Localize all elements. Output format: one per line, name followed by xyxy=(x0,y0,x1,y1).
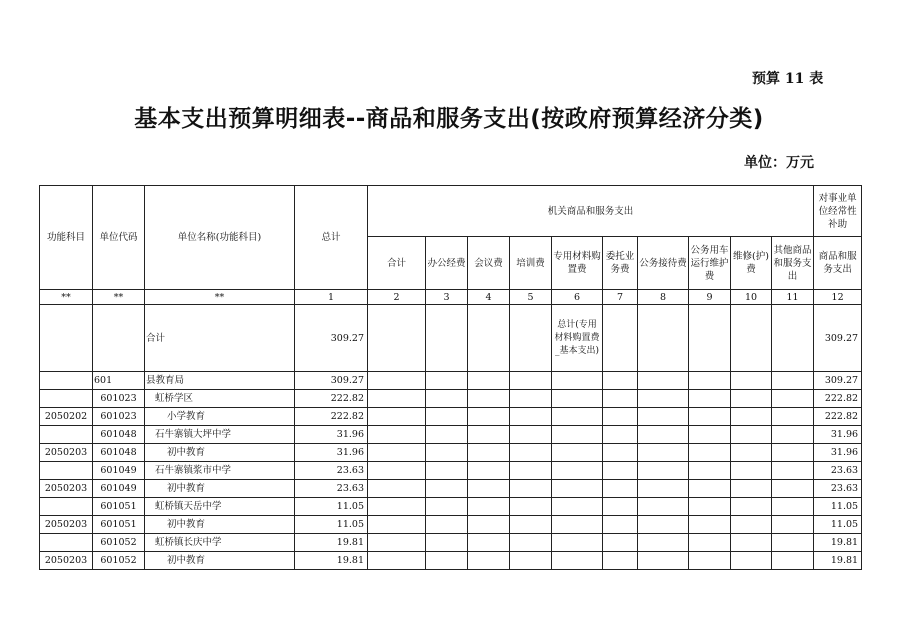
row-empty-cell xyxy=(468,462,510,480)
row-col12: 11.05 xyxy=(814,516,862,534)
index-cell: 7 xyxy=(603,290,638,305)
row-unit-name: 虹桥学区 xyxy=(145,390,295,408)
row-empty-cell xyxy=(368,372,426,390)
summary-func xyxy=(40,305,93,372)
row-empty-cell xyxy=(426,426,468,444)
row-empty-cell xyxy=(689,390,731,408)
row-total: 19.81 xyxy=(295,552,368,570)
row-col12: 23.63 xyxy=(814,462,862,480)
row-func-subject: 2050203 xyxy=(40,516,93,534)
row-empty-cell xyxy=(368,534,426,552)
row-empty-cell xyxy=(772,408,814,426)
row-empty-cell xyxy=(772,534,814,552)
row-unit-code: 601051 xyxy=(93,516,145,534)
row-func-subject xyxy=(40,426,93,444)
row-empty-cell xyxy=(638,534,689,552)
row-empty-cell xyxy=(689,426,731,444)
row-unit-code: 601051 xyxy=(93,498,145,516)
row-empty-cell xyxy=(552,516,603,534)
header-total: 总计 xyxy=(295,186,368,290)
row-func-subject: 2050203 xyxy=(40,552,93,570)
row-empty-cell xyxy=(603,444,638,462)
summary-total: 309.27 xyxy=(295,305,368,372)
row-empty-cell xyxy=(638,462,689,480)
index-cell: 10 xyxy=(731,290,772,305)
row-empty-cell xyxy=(426,552,468,570)
row-unit-code: 601023 xyxy=(93,408,145,426)
header-sub: 商品和服务支出 xyxy=(814,237,862,290)
row-empty-cell xyxy=(731,444,772,462)
row-unit-code: 601048 xyxy=(93,426,145,444)
row-empty-cell xyxy=(772,462,814,480)
row-empty-cell xyxy=(426,390,468,408)
row-empty-cell xyxy=(510,444,552,462)
index-cell: 1 xyxy=(295,290,368,305)
table-row xyxy=(40,552,862,570)
header-sub: 培训费 xyxy=(510,237,552,290)
row-empty-cell xyxy=(731,390,772,408)
table-row xyxy=(40,462,862,480)
row-empty-cell xyxy=(552,390,603,408)
row-col12: 31.96 xyxy=(814,426,862,444)
row-total: 309.27 xyxy=(295,372,368,390)
row-empty-cell xyxy=(603,372,638,390)
row-empty-cell xyxy=(603,462,638,480)
row-empty-cell xyxy=(689,444,731,462)
row-empty-cell xyxy=(552,552,603,570)
header-sub: 办公经费 xyxy=(426,237,468,290)
table-row xyxy=(40,426,862,444)
row-empty-cell xyxy=(510,552,552,570)
header-unit-code: 单位代码 xyxy=(93,186,145,290)
row-empty-cell xyxy=(368,552,426,570)
row-empty-cell xyxy=(772,426,814,444)
row-empty-cell xyxy=(638,498,689,516)
row-empty-cell xyxy=(689,480,731,498)
row-empty-cell xyxy=(689,516,731,534)
row-empty-cell xyxy=(603,480,638,498)
row-empty-cell xyxy=(772,552,814,570)
row-empty-cell xyxy=(603,426,638,444)
row-total: 222.82 xyxy=(295,390,368,408)
row-empty-cell xyxy=(603,390,638,408)
row-col12: 222.82 xyxy=(814,390,862,408)
summary-code xyxy=(93,305,145,372)
row-empty-cell xyxy=(731,516,772,534)
row-total: 222.82 xyxy=(295,408,368,426)
row-col12: 23.63 xyxy=(814,480,862,498)
header-sub: 委托业务费 xyxy=(603,237,638,290)
row-empty-cell xyxy=(368,480,426,498)
row-unit-name: 小学教育 xyxy=(145,408,295,426)
row-unit-code: 601052 xyxy=(93,552,145,570)
row-empty-cell xyxy=(731,426,772,444)
row-unit-name: 虹桥镇长庆中学 xyxy=(145,534,295,552)
header-row-1 xyxy=(40,186,862,237)
row-empty-cell xyxy=(689,408,731,426)
row-empty-cell xyxy=(731,480,772,498)
row-empty-cell xyxy=(552,534,603,552)
row-empty-cell xyxy=(426,480,468,498)
row-empty-cell xyxy=(510,426,552,444)
row-unit-name: 初中教育 xyxy=(145,444,295,462)
table-row xyxy=(40,480,862,498)
row-empty-cell xyxy=(552,480,603,498)
form-number: 预算 11 表 xyxy=(752,71,824,87)
row-empty-cell xyxy=(426,516,468,534)
header-subsidy-group: 对事业单位经常性补助 xyxy=(814,186,862,237)
row-empty-cell xyxy=(468,498,510,516)
header-unit-name: 单位名称(功能科目) xyxy=(145,186,295,290)
header-sub: 维修(护)费 xyxy=(731,237,772,290)
row-total: 23.63 xyxy=(295,462,368,480)
table-row xyxy=(40,516,862,534)
row-func-subject xyxy=(40,390,93,408)
row-col12: 19.81 xyxy=(814,552,862,570)
row-empty-cell xyxy=(603,498,638,516)
table-row xyxy=(40,390,862,408)
row-empty-cell xyxy=(426,498,468,516)
row-empty-cell xyxy=(552,498,603,516)
summary-row xyxy=(40,305,862,372)
row-unit-name: 初中教育 xyxy=(145,480,295,498)
row-empty-cell xyxy=(603,534,638,552)
row-empty-cell xyxy=(368,516,426,534)
row-empty-cell xyxy=(468,390,510,408)
header-goods-services-group: 机关商品和服务支出 xyxy=(368,186,814,237)
row-empty-cell xyxy=(468,444,510,462)
row-empty-cell xyxy=(603,408,638,426)
row-empty-cell xyxy=(731,534,772,552)
index-cell: 3 xyxy=(426,290,468,305)
row-empty-cell xyxy=(510,480,552,498)
row-total: 23.63 xyxy=(295,480,368,498)
row-unit-name: 初中教育 xyxy=(145,516,295,534)
row-col12: 11.05 xyxy=(814,498,862,516)
row-empty-cell xyxy=(689,534,731,552)
row-empty-cell xyxy=(772,390,814,408)
row-empty-cell xyxy=(426,462,468,480)
row-empty-cell xyxy=(689,372,731,390)
row-empty-cell xyxy=(510,372,552,390)
header-sub: 公务接待费 xyxy=(638,237,689,290)
header-sub: 会议费 xyxy=(468,237,510,290)
table-row xyxy=(40,444,862,462)
page-title: 基本支出预算明细表--商品和服务支出(按政府预算经济分类) xyxy=(134,106,764,132)
table-row xyxy=(40,534,862,552)
row-empty-cell xyxy=(638,372,689,390)
row-func-subject xyxy=(40,372,93,390)
row-empty-cell xyxy=(552,426,603,444)
summary-col6-note: 总计(专用材料购置费_基本支出) xyxy=(552,305,603,372)
row-empty-cell xyxy=(603,516,638,534)
index-cell: 12 xyxy=(814,290,862,305)
row-total: 31.96 xyxy=(295,444,368,462)
row-empty-cell xyxy=(468,426,510,444)
row-empty-cell xyxy=(426,372,468,390)
row-empty-cell xyxy=(510,462,552,480)
index-cell: ** xyxy=(145,290,295,305)
row-total: 19.81 xyxy=(295,534,368,552)
row-empty-cell xyxy=(638,444,689,462)
header-sub: 其他商品和服务支出 xyxy=(772,237,814,290)
index-cell: 8 xyxy=(638,290,689,305)
row-col12: 31.96 xyxy=(814,444,862,462)
row-col12: 19.81 xyxy=(814,534,862,552)
index-cell: 6 xyxy=(552,290,603,305)
row-empty-cell xyxy=(772,516,814,534)
summary-col12: 309.27 xyxy=(814,305,862,372)
row-empty-cell xyxy=(772,498,814,516)
index-cell: 9 xyxy=(689,290,731,305)
header-func-subject: 功能科目 xyxy=(40,186,93,290)
budget-table xyxy=(39,185,862,570)
row-unit-name: 初中教育 xyxy=(145,552,295,570)
row-empty-cell xyxy=(426,534,468,552)
table-row xyxy=(40,408,862,426)
row-unit-code: 601 xyxy=(93,372,145,390)
unit-label: 单位：万元 xyxy=(744,155,814,171)
table-row xyxy=(40,498,862,516)
row-total: 11.05 xyxy=(295,516,368,534)
index-cell: 2 xyxy=(368,290,426,305)
row-empty-cell xyxy=(772,480,814,498)
row-empty-cell xyxy=(638,552,689,570)
row-func-subject xyxy=(40,534,93,552)
row-empty-cell xyxy=(368,444,426,462)
row-empty-cell xyxy=(772,444,814,462)
index-cell: ** xyxy=(93,290,145,305)
header-sub: 公务用车运行维护费 xyxy=(689,237,731,290)
row-empty-cell xyxy=(731,372,772,390)
row-empty-cell xyxy=(368,408,426,426)
row-empty-cell xyxy=(468,480,510,498)
row-func-subject xyxy=(40,462,93,480)
row-empty-cell xyxy=(552,372,603,390)
row-empty-cell xyxy=(510,534,552,552)
row-func-subject: 2050202 xyxy=(40,408,93,426)
row-empty-cell xyxy=(689,462,731,480)
row-empty-cell xyxy=(426,444,468,462)
row-func-subject xyxy=(40,498,93,516)
row-empty-cell xyxy=(368,390,426,408)
row-empty-cell xyxy=(689,552,731,570)
row-empty-cell xyxy=(731,408,772,426)
header-sub: 合计 xyxy=(368,237,426,290)
row-unit-name: 石牛寨镇大坪中学 xyxy=(145,426,295,444)
row-empty-cell xyxy=(368,462,426,480)
row-empty-cell xyxy=(510,408,552,426)
row-empty-cell xyxy=(368,498,426,516)
index-cell: 11 xyxy=(772,290,814,305)
row-empty-cell xyxy=(603,552,638,570)
row-empty-cell xyxy=(731,462,772,480)
row-func-subject: 2050203 xyxy=(40,444,93,462)
row-unit-code: 601048 xyxy=(93,444,145,462)
row-col12: 309.27 xyxy=(814,372,862,390)
row-unit-code: 601049 xyxy=(93,462,145,480)
row-empty-cell xyxy=(552,462,603,480)
row-empty-cell xyxy=(468,552,510,570)
row-unit-code: 601049 xyxy=(93,480,145,498)
row-unit-code: 601052 xyxy=(93,534,145,552)
row-empty-cell xyxy=(552,408,603,426)
index-cell: 4 xyxy=(468,290,510,305)
row-empty-cell xyxy=(731,552,772,570)
row-unit-code: 601023 xyxy=(93,390,145,408)
row-unit-name: 县教育局 xyxy=(145,372,295,390)
header-sub: 专用材料购置费 xyxy=(552,237,603,290)
row-empty-cell xyxy=(638,480,689,498)
row-empty-cell xyxy=(731,498,772,516)
row-total: 11.05 xyxy=(295,498,368,516)
row-unit-name: 石牛寨镇浆市中学 xyxy=(145,462,295,480)
row-empty-cell xyxy=(510,516,552,534)
row-empty-cell xyxy=(468,372,510,390)
row-func-subject: 2050203 xyxy=(40,480,93,498)
row-empty-cell xyxy=(638,408,689,426)
row-col12: 222.82 xyxy=(814,408,862,426)
row-empty-cell xyxy=(638,516,689,534)
row-empty-cell xyxy=(772,372,814,390)
row-unit-name: 虹桥镇天岳中学 xyxy=(145,498,295,516)
table-row xyxy=(40,372,862,390)
index-cell: ** xyxy=(40,290,93,305)
summary-name: 合计 xyxy=(145,305,295,372)
index-cell: 5 xyxy=(510,290,552,305)
row-empty-cell xyxy=(638,426,689,444)
row-empty-cell xyxy=(468,534,510,552)
row-empty-cell xyxy=(689,498,731,516)
row-empty-cell xyxy=(638,390,689,408)
row-empty-cell xyxy=(510,498,552,516)
row-empty-cell xyxy=(368,426,426,444)
index-row xyxy=(40,290,862,305)
row-empty-cell xyxy=(426,408,468,426)
row-empty-cell xyxy=(468,408,510,426)
row-empty-cell xyxy=(510,390,552,408)
row-empty-cell xyxy=(552,444,603,462)
row-empty-cell xyxy=(468,516,510,534)
row-total: 31.96 xyxy=(295,426,368,444)
